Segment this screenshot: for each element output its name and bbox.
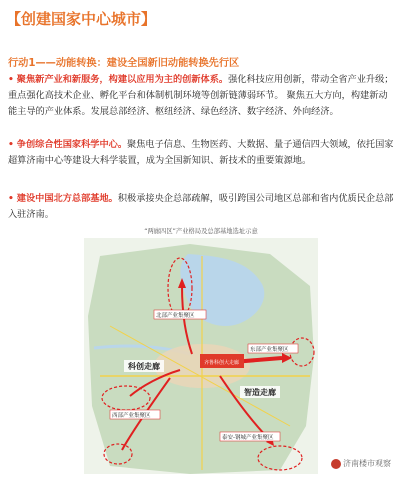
bullet-text: 积极承接央企总部疏解，吸引跨国公司地区总部和省内优质民企总部入驻济南。 [8, 193, 394, 220]
bullet-marker: • [8, 139, 14, 150]
watermark-logo-icon [331, 459, 341, 469]
action-title: 行动1——动能转换：建设全国新旧动能转换先行区 [8, 58, 240, 69]
south-zone-label: 泰安-钢城产业集聚区 [222, 435, 274, 441]
bullet-highlight: 争创综合性国家科学中心。 [16, 139, 128, 150]
bullet-text: 强化科技应用创新，带动全省产业升级；重点强化高技术企业、孵化平台和体制机制环境等创新链薄弱环节。 聚焦五大方向，构建新动能主导的产业体系。发展总部经济、枢纽经济、绿色经济、数字经济、外向经济。 [8, 74, 394, 117]
bullet-paragraph-1 [8, 72, 394, 120]
bullet-paragraph-2 [8, 137, 394, 169]
zhizao-label: 智造走廊 [244, 388, 276, 397]
bullet-marker: • [8, 74, 14, 85]
hub-label: 齐鲁科创大走廊 [204, 360, 240, 366]
kechuang-label: 科创走廊 [128, 362, 160, 371]
bullet-highlight: 建设中国北方总部基地。 [16, 193, 118, 204]
industry-layout-map [70, 226, 332, 480]
bullet-paragraph-3 [8, 191, 394, 223]
north-zone-label: 北部产业集聚区 [156, 313, 195, 319]
map-graphic [70, 226, 332, 480]
bullet-highlight: 聚焦新产业和新服务，构建以应用为主的创新体系。 [16, 74, 229, 85]
map-title: “两廊四区”产业格局及总部基地选址示意 [144, 228, 258, 235]
watermark [331, 458, 391, 469]
bullet-text: 聚焦电子信息、生物医药、大数据、量子通信四大领域，依托国家超算济南中心等建设大科学装置，成为全国新知识、新技术的重要策源地。 [8, 139, 394, 166]
watermark-text: 济南楼市观察 [343, 459, 391, 468]
section-title: 【创建国家中心城市】 [6, 10, 157, 28]
east-zone-label: 东部产业集聚区 [250, 347, 289, 353]
west-zone-label: 西部产业集聚区 [112, 413, 151, 419]
bullet-marker: • [8, 193, 14, 204]
